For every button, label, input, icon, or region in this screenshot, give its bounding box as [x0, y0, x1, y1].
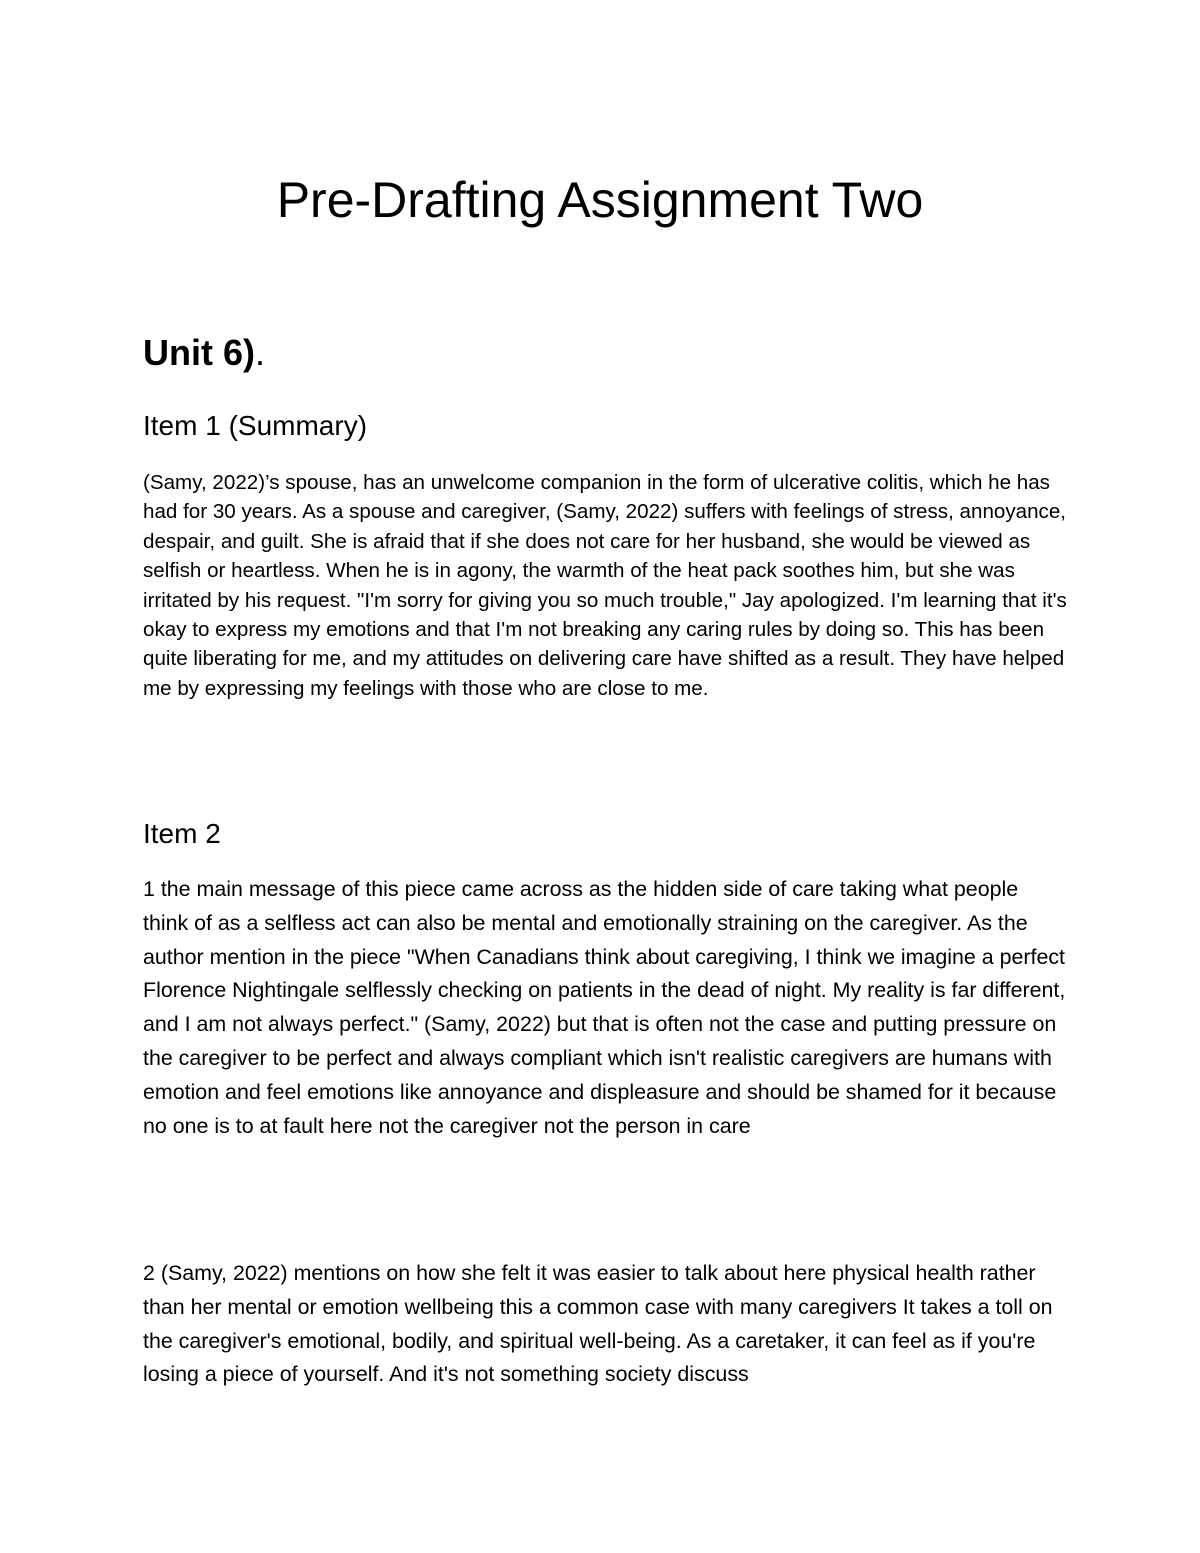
item-2-heading: Item 2	[143, 818, 221, 849]
item-2-paragraph-2: 2 (Samy, 2022) mentions on how she felt it was easier to talk about here physical health rather than her mental or emotion wellbeing this a common case with many caregivers It takes a toll on the caregiver's emotional, bodily, and spiritual well-being. As a caretaker, it can feel as if you're losing a piece of yourself. And it's not something society discuss	[143, 1261, 1053, 1387]
item-1-summary-paragraph: (Samy, 2022)’s spouse, has an unwelcome companion in the form of ulcerative colitis, which he has had for 30 years. As a spouse and caregiver, (Samy, 2022) suffers with feelings of stress, annoyance, despair, and guilt. She is afraid that if she does not care for her husband, she would be viewed as selfish or heartless. When he is in agony, the warmth of the heat pack soothes him, but she was irritated by his request. "I'm sorry for giving you so much trouble," Jay apologized. I'm learning that it's okay to express my emotions and that I'm not breaking any caring rules by doing so. This has been quite liberating for me, and my attitudes on delivering care have shifted as a result. They have helped me by expressing my feelings with those who are close to me.	[143, 471, 1067, 700]
item-1-heading: Item 1 (Summary)	[143, 410, 368, 441]
unit-heading	[143, 330, 265, 376]
document-title: Pre-Drafting Assignment Two	[276, 172, 924, 228]
item-2-paragraph-1: 1 the main message of this piece came across as the hidden side of care taking what people think of as a selfless act can also be mental and emotionally straining on the caregiver. As the author mention in the piece "When Canadians think about caregiving, I think we imagine a perfect Florence Nightingale selflessly checking on patients in the dead of night. My reality is far different, and I am not always perfect." (Samy, 2022) but that is often not the case and putting pressure on the caregiver to be perfect and always compliant which isn't realistic caregivers are humans with emotion and feel emotions like annoyance and displeasure and should be shamed for it because no one is to at fault here not the caregiver not the person in care	[143, 877, 1066, 1138]
unit-label: Unit 6)	[143, 332, 255, 373]
unit-suffix: .	[255, 332, 266, 373]
